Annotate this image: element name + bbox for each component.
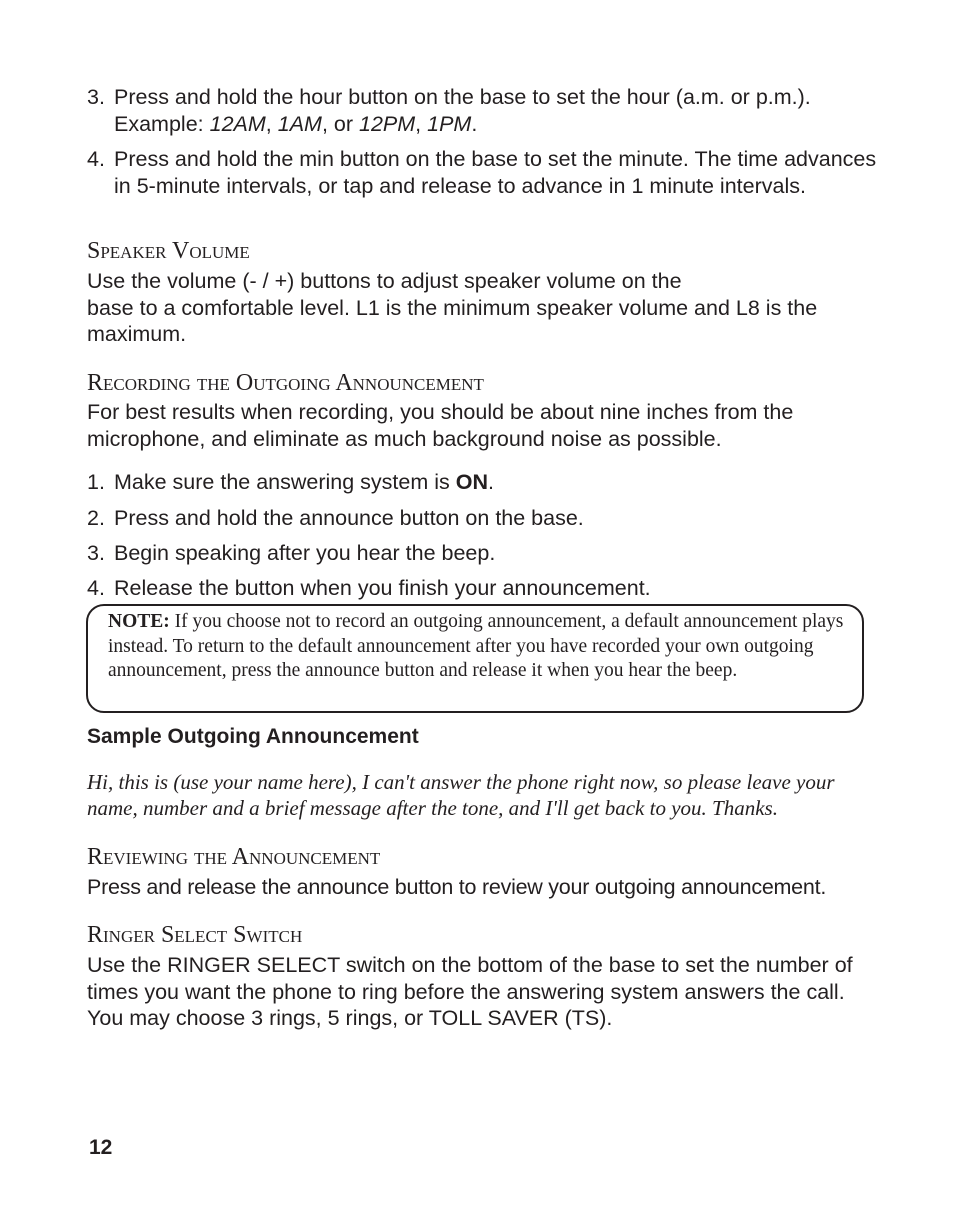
step-set-hour	[87, 84, 877, 137]
step-text: Release the button when you finish your announcement.	[114, 576, 651, 600]
separator: ,	[415, 111, 428, 136]
step-text	[114, 469, 877, 496]
step-number: 2.	[87, 506, 105, 530]
recording-intro: For best results when recording, you should be about nine inches from the microphone, and eliminate as much background noise as possible.	[87, 400, 794, 451]
separator: ,	[265, 111, 278, 136]
page-number: 12	[89, 1136, 113, 1159]
note-text	[108, 610, 858, 684]
example-12am: 12AM	[209, 111, 266, 136]
step-number: 1.	[87, 470, 105, 494]
speaker-volume-line1: Use the volume (- / +) buttons to adjust speaker volume on the	[87, 269, 682, 293]
recording-step-3	[87, 540, 877, 567]
recording-step-2	[87, 505, 877, 532]
note-body: If you choose not to record an outgoing announcement, a default announcement plays instead. To return to the default announcement after you have recorded your own outgoing announcement, press the announce button and release it when you hear the beep.	[108, 611, 844, 681]
example-1pm: 1PM	[427, 111, 472, 136]
sample-announcement-text: Hi, this is (use your name here), I can't answer the phone right now, so please leave your name, number and a brief message after the tone, and I'll get back to you. Thanks.	[87, 770, 835, 820]
example-12pm: 12PM	[359, 111, 416, 136]
step-text-prefix: Press and hold the hour button on the base to set the hour (a.m. or p.m.). Example:	[114, 85, 811, 136]
recording-step-1	[87, 469, 877, 496]
step-number: 3.	[87, 85, 105, 109]
sample-announcement-title: Sample Outgoing Announcement	[87, 725, 419, 748]
step-number: 3.	[87, 541, 105, 565]
speaker-volume-text	[87, 268, 877, 348]
speaker-volume-heading: Speaker Volume	[87, 238, 250, 264]
step-number: 4.	[87, 147, 105, 171]
reviewing-text: Press and release the announce button to review your outgoing announcement.	[87, 875, 827, 899]
ringer-heading: Ringer Select Switch	[87, 922, 303, 948]
on-label: ON	[455, 470, 488, 494]
sentence-end: .	[471, 111, 478, 136]
example-1am: 1AM	[277, 111, 322, 136]
note-label: NOTE:	[108, 611, 170, 632]
step-text	[114, 84, 877, 137]
step-text: Press and hold the min button on the base to set the minute. The time advances in 5-minute intervals, or tap and release to advance in 1 minute intervals.	[114, 147, 877, 198]
step-number: 4.	[87, 576, 105, 600]
sentence-end: .	[488, 470, 494, 494]
step-text: Begin speaking after you hear the beep.	[114, 541, 496, 565]
step-text: Press and hold the announce button on the base.	[114, 506, 584, 530]
separator: , or	[321, 111, 359, 136]
step-set-minute	[87, 146, 877, 199]
recording-step-4	[87, 575, 877, 602]
reviewing-heading: Reviewing the Announcement	[87, 844, 381, 870]
step-text-prefix: Make sure the answering system is	[114, 470, 456, 494]
recording-heading: Recording the Outgoing Announcement	[87, 370, 484, 396]
speaker-volume-line2: base to a comfortable level. L1 is the minimum speaker volume and L8 is the maximum.	[87, 295, 818, 346]
ringer-text: Use the RINGER SELECT switch on the bottom of the base to set the number of times you want the phone to ring before the answering system answers the call. You may choose 3 rings, 5 rings, or TOLL SAVER (TS).	[87, 953, 853, 1030]
